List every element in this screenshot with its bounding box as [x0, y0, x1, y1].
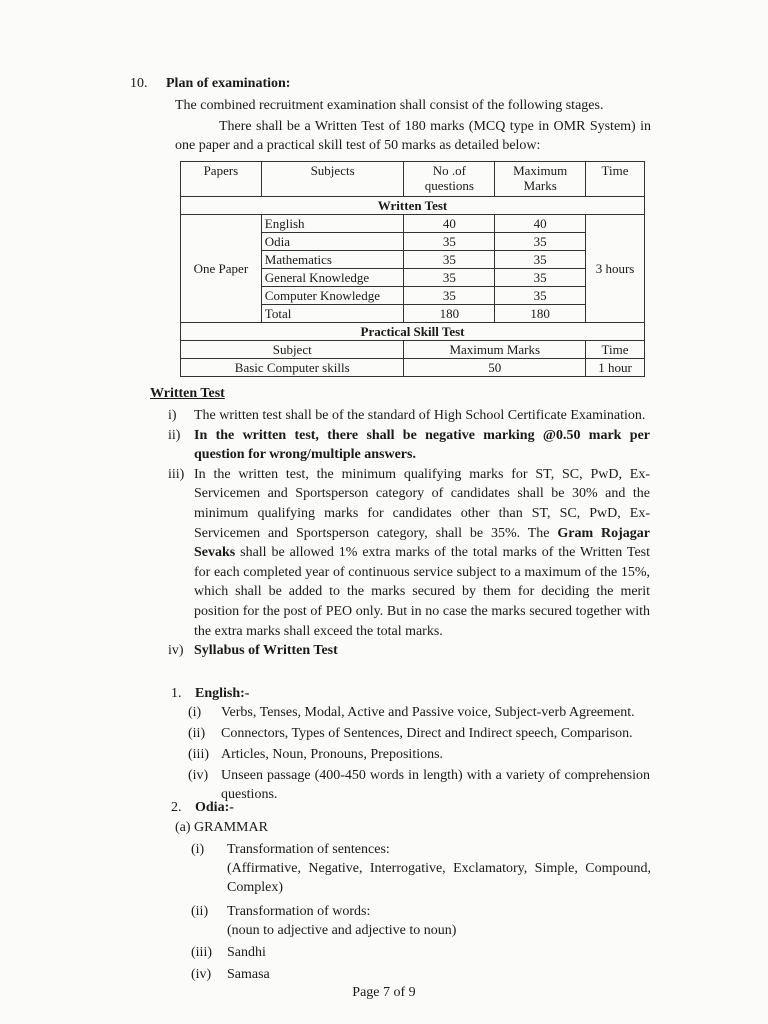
questions-cell: 35 — [404, 287, 495, 305]
paper-label: One Paper — [181, 215, 262, 323]
item-marker: (i) — [188, 705, 202, 720]
english-list — [188, 703, 650, 804]
grammar-heading: (a) GRAMMAR — [175, 820, 268, 835]
marks-cell: 180 — [495, 305, 586, 323]
marks-cell: 35 — [495, 233, 586, 251]
practical-header-time: Time — [586, 341, 645, 359]
marks-cell: 35 — [495, 269, 586, 287]
practical-header-row — [181, 341, 645, 359]
subject-cell: Mathematics — [261, 251, 404, 269]
questions-cell: 35 — [404, 269, 495, 287]
list-item — [188, 766, 650, 804]
written-test-title-row — [181, 197, 645, 215]
english-title: English:- — [195, 686, 250, 701]
practical-row — [181, 359, 645, 377]
item-marker: i) — [168, 408, 177, 423]
list-item — [191, 965, 651, 984]
list-item — [168, 426, 650, 465]
written-test-title: Written Test — [181, 197, 645, 215]
item-marker: (iv) — [188, 768, 209, 783]
item-text: Articles, Noun, Pronouns, Prepositions. — [221, 747, 444, 762]
section-heading — [130, 76, 290, 92]
intro-paragraph: There shall be a Written Test of 180 marks (MCQ type in OMR System) in one paper and a practical skill test of 50 marks as detailed below: — [175, 119, 651, 153]
item-text: Transformation of sentences: — [227, 842, 390, 857]
marks-cell: 35 — [495, 287, 586, 305]
questions-cell: 35 — [404, 233, 495, 251]
item-marker: (ii) — [191, 904, 209, 919]
page-number: Page 7 of 9 — [352, 985, 416, 1000]
exam-plan-table — [180, 161, 645, 377]
list-item — [188, 724, 650, 743]
questions-cell: 35 — [404, 251, 495, 269]
qualifying-text: In the written test, the minimum qualifying marks for ST, SC, PwD, Ex-Servicemen and Sportsperson category of candidates shall be 30% and the minimum qualifying marks for candidates other than ST, SC, PwD, Ex-Servicemen and Sportsperson category, shall be 35%. The — [194, 466, 650, 541]
practical-marks: 50 — [404, 359, 586, 377]
item-text: Connectors, Types of Sentences, Direct and Indirect speech, Comparison. — [221, 726, 633, 741]
item-subtext: (noun to adjective and adjective to noun) — [227, 923, 457, 938]
item-marker: iii) — [168, 466, 185, 482]
section-title: Plan of examination: — [166, 76, 291, 91]
list-item — [168, 641, 650, 661]
list-item — [168, 465, 650, 641]
written-test-list — [168, 406, 650, 661]
syllabus-heading: Syllabus of Written Test — [194, 643, 338, 659]
marks-cell: 40 — [495, 215, 586, 233]
list-item — [188, 703, 650, 722]
item-text: Verbs, Tenses, Modal, Active and Passive voice, Subject-verb Agreement. — [221, 705, 635, 720]
odia-heading — [171, 798, 234, 817]
practical-subject: Basic Computer skills — [181, 359, 404, 377]
item-text: Transformation of words: — [227, 904, 371, 919]
gram-rojagar-sevaks: Gram Rojagar Sevaks — [194, 525, 650, 561]
list-item — [191, 943, 651, 962]
odia-list — [191, 840, 651, 984]
item-text-bold: In the written test, there shall be negative marking @0.50 mark per question for wrong/multiple answers. — [194, 427, 650, 463]
item-text — [194, 465, 650, 641]
item-text: Samasa — [227, 967, 270, 982]
table-row — [181, 215, 645, 233]
english-heading — [171, 684, 249, 703]
practical-header-marks: Maximum Marks — [404, 341, 586, 359]
subject-cell: Odia — [261, 233, 404, 251]
item-marker: iv) — [168, 643, 184, 659]
item-text: Unseen passage (400-450 words in length) with a variety of comprehension questions. — [221, 768, 650, 802]
practical-test-title-row — [181, 323, 645, 341]
marks-cell: 35 — [495, 251, 586, 269]
item-subtext: (Affirmative, Negative, Interrogative, Exclamatory, Simple, Compound, Complex) — [227, 861, 651, 895]
item-marker: (i) — [191, 842, 205, 857]
item-marker: (iv) — [191, 967, 212, 982]
item-text: The written test shall be of the standard of High School Certificate Examination. — [194, 408, 646, 423]
english-marker: 1. — [171, 686, 182, 701]
header-time: Time — [586, 162, 645, 197]
header-max-marks: Maximum Marks — [495, 162, 586, 197]
practical-test-title: Practical Skill Test — [181, 323, 645, 341]
list-item — [191, 902, 651, 940]
item-marker: (iii) — [188, 747, 209, 762]
section-number: 10. — [130, 76, 148, 91]
subject-cell: Computer Knowledge — [261, 287, 404, 305]
subject-cell: Total — [261, 305, 404, 323]
odia-title: Odia:- — [195, 800, 234, 815]
item-text: Sandhi — [227, 945, 266, 960]
header-questions: No .of questions — [404, 162, 495, 197]
table-header-row — [181, 162, 645, 197]
odia-marker: 2. — [171, 800, 182, 815]
extra-marks-text: shall be allowed 1% extra marks of the total marks of the Written Test for each completed year of continuous service subject to a maximum of the 15%, which shall be added to the marks secured by them for deciding the merit position for the post of PEO only. But in no case the marks secured together with the extra marks shall exceed the total marks. — [194, 545, 650, 639]
questions-cell: 180 — [404, 305, 495, 323]
item-text-block — [227, 840, 651, 897]
practical-time: 1 hour — [586, 359, 645, 377]
header-papers: Papers — [181, 162, 262, 197]
list-item — [188, 745, 650, 764]
subject-cell: General Knowledge — [261, 269, 404, 287]
time-cell: 3 hours — [586, 215, 645, 323]
questions-cell: 40 — [404, 215, 495, 233]
item-marker: (ii) — [188, 726, 206, 741]
header-subjects: Subjects — [261, 162, 404, 197]
list-item — [168, 406, 650, 426]
list-item — [191, 840, 651, 897]
item-marker: (iii) — [191, 945, 212, 960]
intro-line: The combined recruitment examination shall consist of the following stages. — [175, 98, 604, 113]
item-text-block — [227, 902, 651, 940]
practical-header-subject: Subject — [181, 341, 404, 359]
item-marker: ii) — [168, 427, 181, 443]
subject-cell: English — [261, 215, 404, 233]
written-test-heading: Written Test — [150, 386, 225, 401]
